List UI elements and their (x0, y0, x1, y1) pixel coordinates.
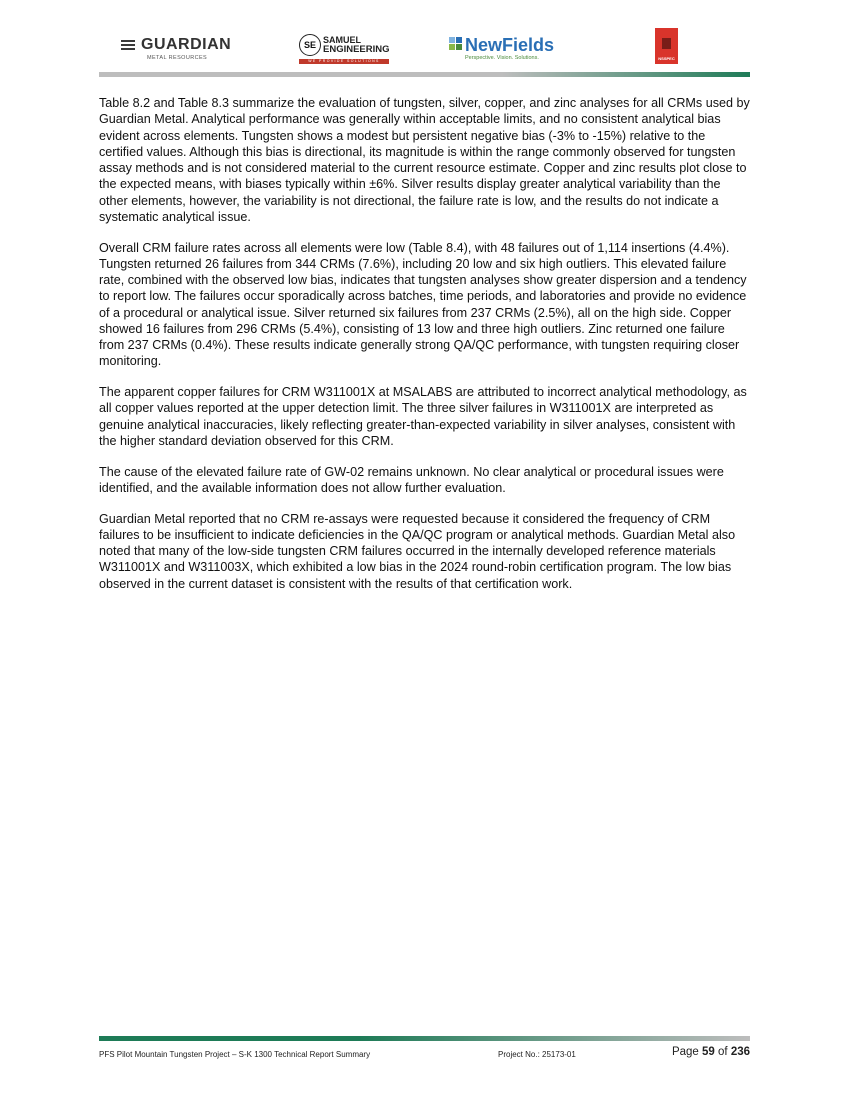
newfields-logo-name: NewFields (465, 35, 555, 55)
page-of: of (718, 1046, 728, 1058)
page-prefix: Page (671, 1046, 699, 1058)
body-text (99, 95, 751, 606)
se-circle-icon: SE (299, 34, 321, 56)
menu-bars-icon (121, 40, 135, 50)
guardian-logo-sub: METAL RESOURCES (147, 55, 208, 61)
paragraph-3: The apparent copper failures for CRM W311001X at MSALABS are attributed to incorrect analytical methodology, as all copper values reported at the upper detection limit. The three silver failures in W311001X are interpreted as genuine analytical inaccuracies, likely reflecting greater-than-expected variability in silver analyses, consistent with the higher standard deviation observed for this CRM. (99, 385, 747, 448)
paragraph-5: Guardian Metal reported that no CRM re-assays were requested because it considered the frequency of CRM failures to be insufficient to indicate deficiencies in the QA/QC program or analytical methods. Guardian Metal also noted that many of the low-side tungsten CRM failures occurred in the internally developed reference materials W311001X and W311003X, which exhibited a low bias in the 2024 round-robin certification program. The low bias observed in the current dataset is consistent with the results of that certification work. (99, 511, 736, 591)
page-number (672, 1046, 750, 1058)
newfields-squares-icon (449, 37, 462, 50)
paragraph-4: The cause of the elevated failure rate of GW-02 remains unknown. No clear analytical or procedural issues were identified, and the available information does not allow further evaluation. (99, 464, 724, 495)
nsspec-logo-label: NSSPEC (658, 56, 675, 61)
footer-report-title: PFS Pilot Mountain Tungsten Project – S-K 1300 Technical Report Summary (99, 1050, 371, 1059)
samuel-engineering-logo (299, 34, 390, 63)
guardian-logo-name: GUARDIAN (141, 36, 232, 53)
newfields-logo (449, 36, 554, 61)
page-header (99, 28, 750, 78)
header-divider (99, 72, 750, 77)
samuel-logo-line1: SAMUEL (323, 34, 361, 45)
page-current: 59 (702, 1046, 715, 1058)
samuel-logo-tagline: WE PROVIDE SOLUTIONS (299, 59, 389, 64)
footer-project-number: Project No.: 25173-01 (498, 1050, 576, 1059)
nsspec-emblem-icon (662, 38, 671, 49)
page-total: 236 (730, 1046, 750, 1058)
page-footer (99, 1046, 750, 1062)
footer-divider (99, 1036, 750, 1041)
nsspec-logo (655, 28, 678, 64)
guardian-logo (121, 36, 231, 61)
paragraph-1: Table 8.2 and Table 8.3 summarize the evaluation of tungsten, silver, copper, and zinc analyses for all CRMs used by Guardian Metal. Analytical performance was generally within acceptable limits, and no consistent analytical bias evident across elements. Tungsten shows a modest but persistent negative bias (-3% to -15%) relative to the certified values. Although this bias is directional, its magnitude is within the range commonly observed for tungsten assay methods and is not considered material to the current resource estimate. Copper and zinc results plot close to the expected means, with biases typically within ±6%. Silver results display greater analytical variability than the other elements, however, the variability is not directional, the failure rate is low, and the results do not indicate a systematic analytical issue. (99, 96, 750, 224)
paragraph-2: Overall CRM failure rates across all elements were low (Table 8.4), with 48 failures out of 1,114 insertions (4.4%). Tungsten returned 26 failures from 344 CRMs (7.6%), including 20 low and six high outliers. This elevated failure rate, combined with the observed low bias, indicates that tungsten analyses show greater dispersion and a tendency to report low. The failures occur sporadically across batches, time periods, and laboratories and provide no evidence of a procedural or analytical issue. Silver returned six failures from 237 CRMs (2.5%), all on the high side. Copper showed 16 failures from 296 CRMs (5.4%), consisting of 13 low and three high outliers. Zinc returned one failure from 237 CRMs (0.4%). These results indicate generally strong QA/QC performance, with tungsten requiring closer monitoring. (99, 240, 747, 369)
newfields-logo-tagline: Perspective. Vision. Solutions. (465, 55, 539, 61)
samuel-logo-line2: ENGINEERING (323, 43, 390, 55)
